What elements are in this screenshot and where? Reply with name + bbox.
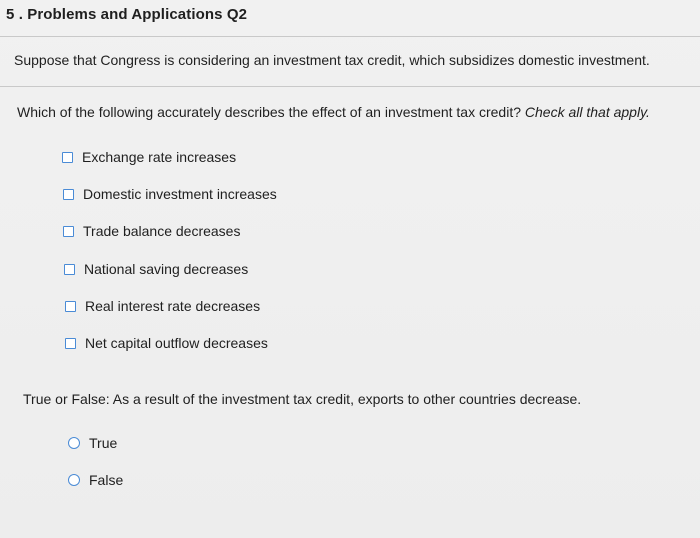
title-divider <box>0 36 700 37</box>
question2-prompt: True or False: As a result of the investment tax credit, exports to other countries decrease. <box>23 391 582 407</box>
option-label: False <box>89 472 124 488</box>
checkbox-national-saving-decreases[interactable] <box>64 264 75 275</box>
checkbox-trade-balance-decreases[interactable] <box>63 226 74 237</box>
option-exchange-rate-increases[interactable] <box>62 149 236 165</box>
radio-true[interactable] <box>68 437 80 449</box>
intro-text: Suppose that Congress is considering an investment tax credit, which subsidizes domestic investment. <box>14 52 650 68</box>
question1-text: Which of the following accurately describes the effect of an investment tax credit? <box>17 104 525 120</box>
option-label: Real interest rate decreases <box>85 298 261 314</box>
option-label: Exchange rate increases <box>82 149 237 165</box>
checkbox-exchange-rate-increases[interactable] <box>62 152 73 163</box>
option-label: Trade balance decreases <box>83 223 241 239</box>
option-national-saving-decreases[interactable] <box>64 261 248 277</box>
checkbox-real-interest-rate-decreases[interactable] <box>65 301 76 312</box>
option-true[interactable] <box>68 435 117 451</box>
option-false[interactable] <box>68 472 123 488</box>
checkbox-net-capital-outflow-decreases[interactable] <box>65 338 76 349</box>
question1-prompt <box>17 104 650 120</box>
option-domestic-investment-increases[interactable] <box>63 186 277 202</box>
question1-instruction: Check all that apply. <box>524 104 650 120</box>
page-title: 5 . Problems and Applications Q2 <box>6 6 248 23</box>
checkbox-domestic-investment-increases[interactable] <box>63 189 74 200</box>
option-trade-balance-decreases[interactable] <box>63 223 240 239</box>
radio-false[interactable] <box>68 474 80 486</box>
option-net-capital-outflow-decreases[interactable] <box>65 335 268 351</box>
option-label: True <box>89 435 118 451</box>
option-real-interest-rate-decreases[interactable] <box>65 298 260 314</box>
option-label: Domestic investment increases <box>83 186 277 202</box>
intro-divider <box>0 86 700 87</box>
option-label: Net capital outflow decreases <box>85 335 268 351</box>
option-label: National saving decreases <box>84 261 249 277</box>
